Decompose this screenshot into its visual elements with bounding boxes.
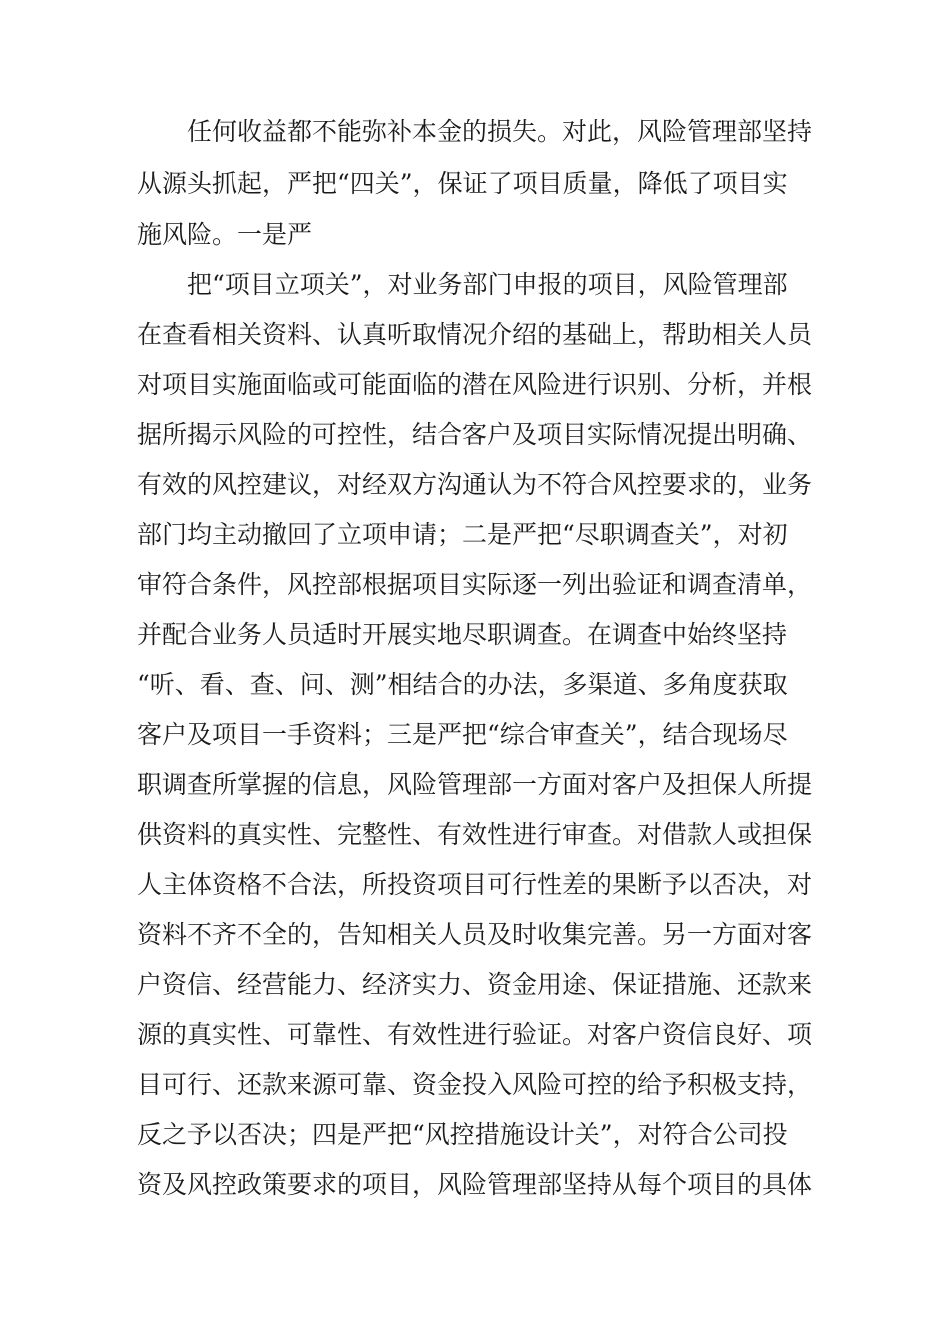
paragraph-2-line-4: 据所揭示风险的可控性，结合客户及项目实际情况提出明确、 bbox=[137, 420, 813, 449]
paragraph-2-line-7: 审符合条件，风控部根据项目实际逐一列出验证和调查清单， bbox=[137, 570, 813, 599]
paragraph-1-line-2: 从源头抓起，严把“四关”，保证了项目质量，降低了项目实 bbox=[137, 169, 788, 198]
paragraph-2-line-8: 并配合业务人员适时开展实地尽职调查。在调查中始终坚持 bbox=[137, 620, 788, 649]
paragraph-2-line-6: 部门均主动撤回了立项申请；二是严把“尽职调查关”，对初 bbox=[137, 520, 788, 549]
paragraph-2-line-13: 人主体资格不合法，所投资项目可行性差的果断予以否决，对 bbox=[137, 870, 813, 899]
paragraph-2-line-12: 供资料的真实性、完整性、有效性进行审查。对借款人或担保 bbox=[137, 820, 813, 849]
paragraph-2-line-3: 对项目实施面临或可能面临的潜在风险进行识别、分析，并根 bbox=[137, 370, 813, 399]
paragraph-2-line-9: “听、看、查、问、测”相结合的办法，多渠道、多角度获取 bbox=[137, 670, 788, 699]
paragraph-2-line-2: 在查看相关资料、认真听取情况介绍的基础上，帮助相关人员 bbox=[137, 320, 813, 349]
paragraph-2-line-17: 目可行、还款来源可靠、资金投入风险可控的给予积极支持， bbox=[137, 1070, 813, 1099]
paragraph-2-line-11: 职调查所掌握的信息，风险管理部一方面对客户及担保人所提 bbox=[137, 770, 813, 799]
paragraph-1-line-3: 施风险。一是严 bbox=[137, 220, 313, 249]
paragraph-2-line-1: 把“项目立项关”，对业务部门申报的项目，风险管理部 bbox=[187, 270, 788, 299]
paragraph-2-line-5: 有效的风控建议，对经双方沟通认为不符合风控要求的，业务 bbox=[137, 470, 813, 499]
paragraph-2-line-10: 客户及项目一手资料；三是严把“综合审查关”，结合现场尽 bbox=[137, 720, 788, 749]
paragraph-2-line-16: 源的真实性、可靠性、有效性进行验证。对客户资信良好、项 bbox=[137, 1020, 813, 1049]
paragraph-2-line-18: 反之予以否决；四是严把“风控措施设计关”，对符合公司投 bbox=[137, 1120, 788, 1149]
paragraph-2-line-15: 户资信、经营能力、经济实力、资金用途、保证措施、还款来 bbox=[137, 970, 813, 999]
paragraph-2-line-14: 资料不齐不全的，告知相关人员及时收集完善。另一方面对客 bbox=[137, 920, 813, 949]
paragraph-2-line-19: 资及风控政策要求的项目，风险管理部坚持从每个项目的具体 bbox=[137, 1170, 813, 1199]
paragraph-1-line-1: 任何收益都不能弥补本金的损失。对此，风险管理部坚持 bbox=[187, 117, 813, 146]
